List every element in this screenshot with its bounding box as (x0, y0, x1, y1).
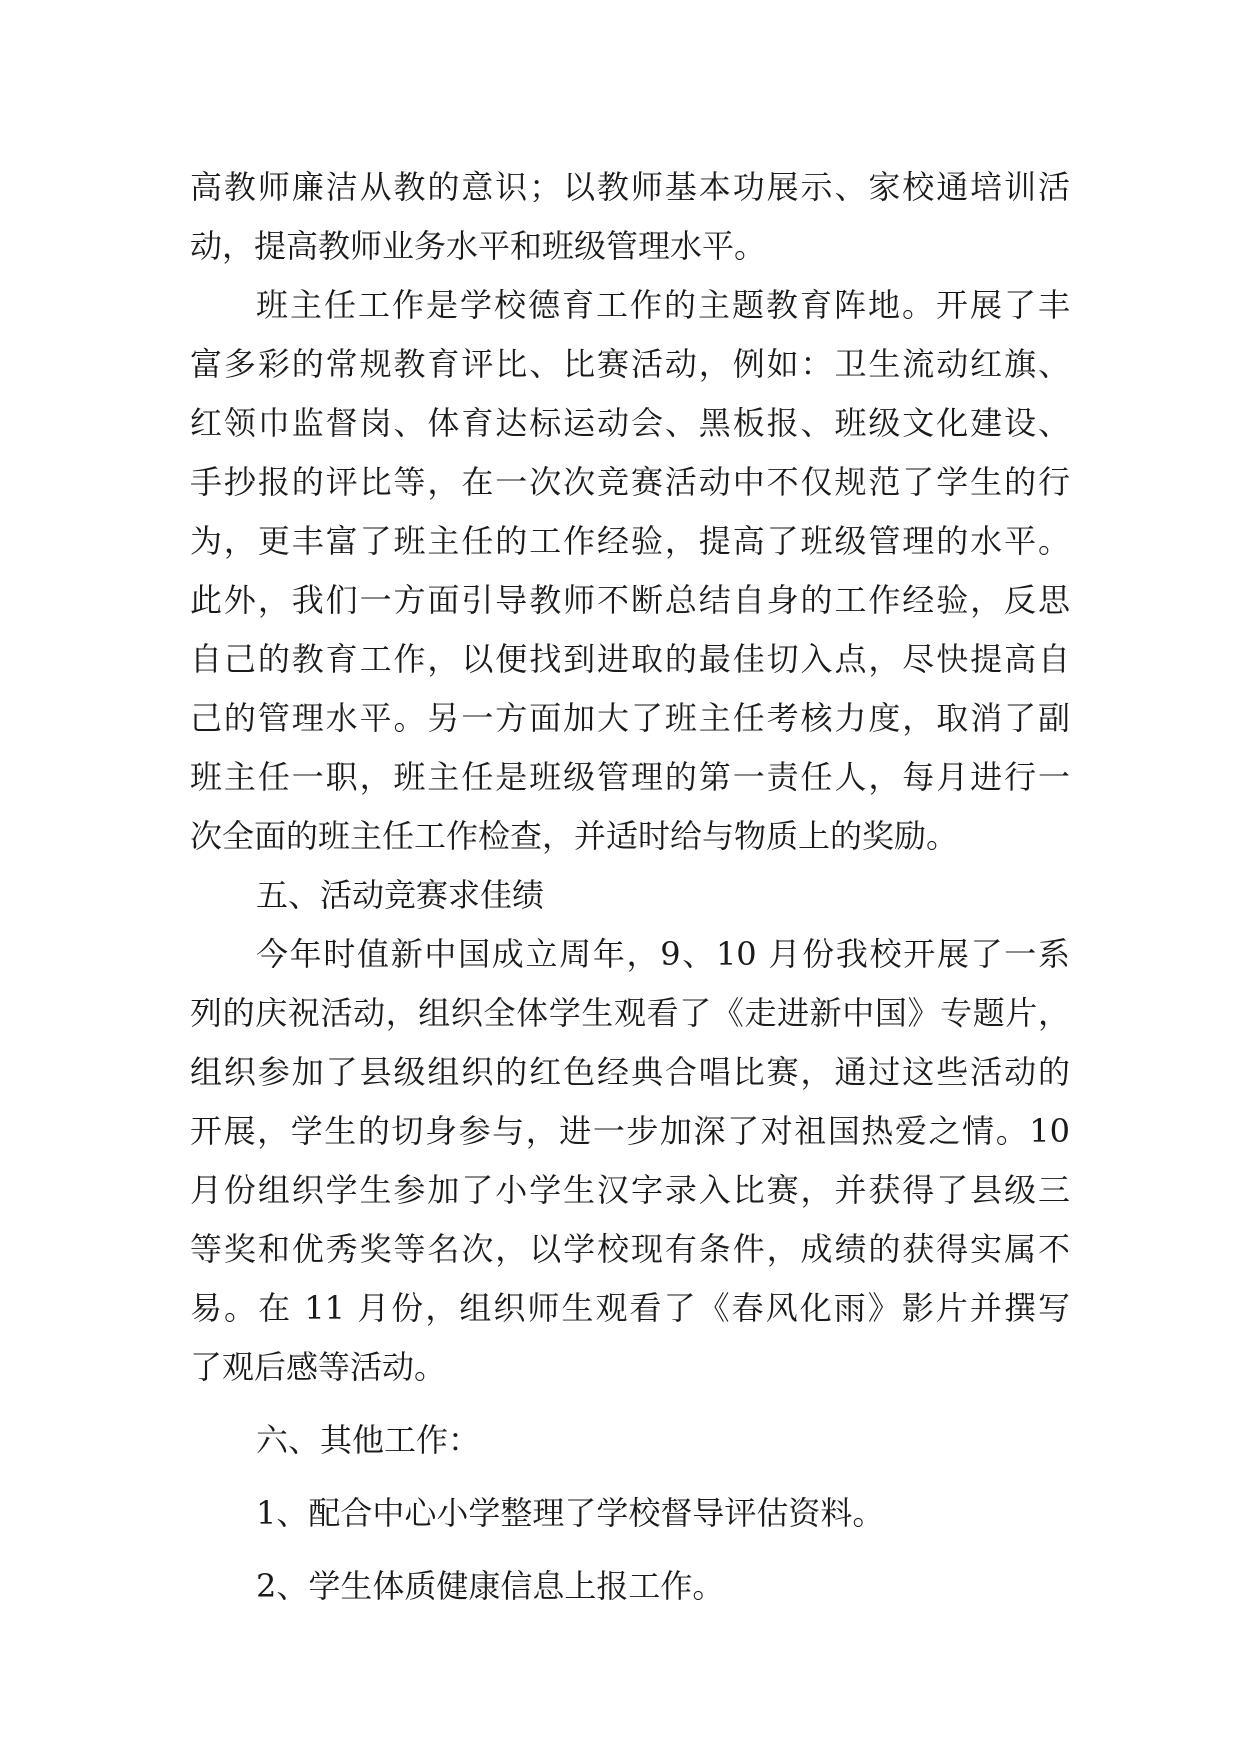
text-line: 易。在 11 月份，组织师生观看了《春风化雨》影片并撰写 (190, 1289, 1070, 1327)
text-line: 为，更丰富了班主任的工作经验，提高了班级管理的水平。 (190, 522, 1070, 560)
text-line: 己的管理水平。另一方面加大了班主任考核力度，取消了副 (190, 699, 1070, 737)
list-item: 2、学生体质健康信息上报工作。 (256, 1567, 725, 1605)
text-line: 班主任一职，班主任是班级管理的第一责任人，每月进行一 (190, 758, 1070, 796)
text-line: 富多彩的常规教育评比、比赛活动，例如：卫生流动红旗、 (190, 345, 1070, 383)
text-line: 月份组织学生参加了小学生汉字录入比赛，并获得了县级三 (190, 1171, 1070, 1209)
text-line: 手抄报的评比等，在一次次竞赛活动中不仅规范了学生的行 (190, 463, 1070, 501)
section-heading: 五、活动竞赛求佳绩 (256, 876, 545, 914)
text-line: 动，提高教师业务水平和班级管理水平。 (190, 227, 767, 265)
document-body (190, 158, 1070, 1616)
paragraph-first-line: 今年时值新中国成立周年，9、10 月份我校开展了一系 (256, 935, 1070, 973)
paragraph-gap (190, 1397, 1070, 1411)
paragraph-gap (190, 1543, 1070, 1557)
list-item: 1、配合中心小学整理了学校督导评估资料。 (256, 1494, 885, 1532)
text-line: 列的庆祝活动，组织全体学生观看了《走进新中国》专题片， (190, 994, 1070, 1032)
paragraph-first-line: 班主任工作是学校德育工作的主题教育阵地。开展了丰 (256, 286, 1070, 324)
text-line: 组织参加了县级组织的红色经典合唱比赛，通过这些活动的 (190, 1053, 1070, 1091)
text-line: 此外，我们一方面引导教师不断总结自身的工作经验，反思 (190, 581, 1070, 619)
paragraph-gap (190, 1470, 1070, 1484)
text-line: 等奖和优秀奖等名次，以学校现有条件，成绩的获得实属不 (190, 1230, 1070, 1268)
text-line: 了观后感等活动。 (190, 1348, 447, 1386)
text-line: 高教师廉洁从教的意识；以教师基本功展示、家校通培训活 (190, 168, 1070, 206)
text-line: 自己的教育工作，以便找到进取的最佳切入点，尽快提高自 (190, 640, 1070, 678)
section-heading: 六、其他工作： (256, 1421, 481, 1459)
text-line: 开展，学生的切身参与，进一步加深了对祖国热爱之情。10 (190, 1112, 1070, 1150)
text-line: 红领巾监督岗、体育达标运动会、黑板报、班级文化建设、 (190, 404, 1070, 442)
text-line: 次全面的班主任工作检查，并适时给与物质上的奖励。 (190, 817, 959, 855)
